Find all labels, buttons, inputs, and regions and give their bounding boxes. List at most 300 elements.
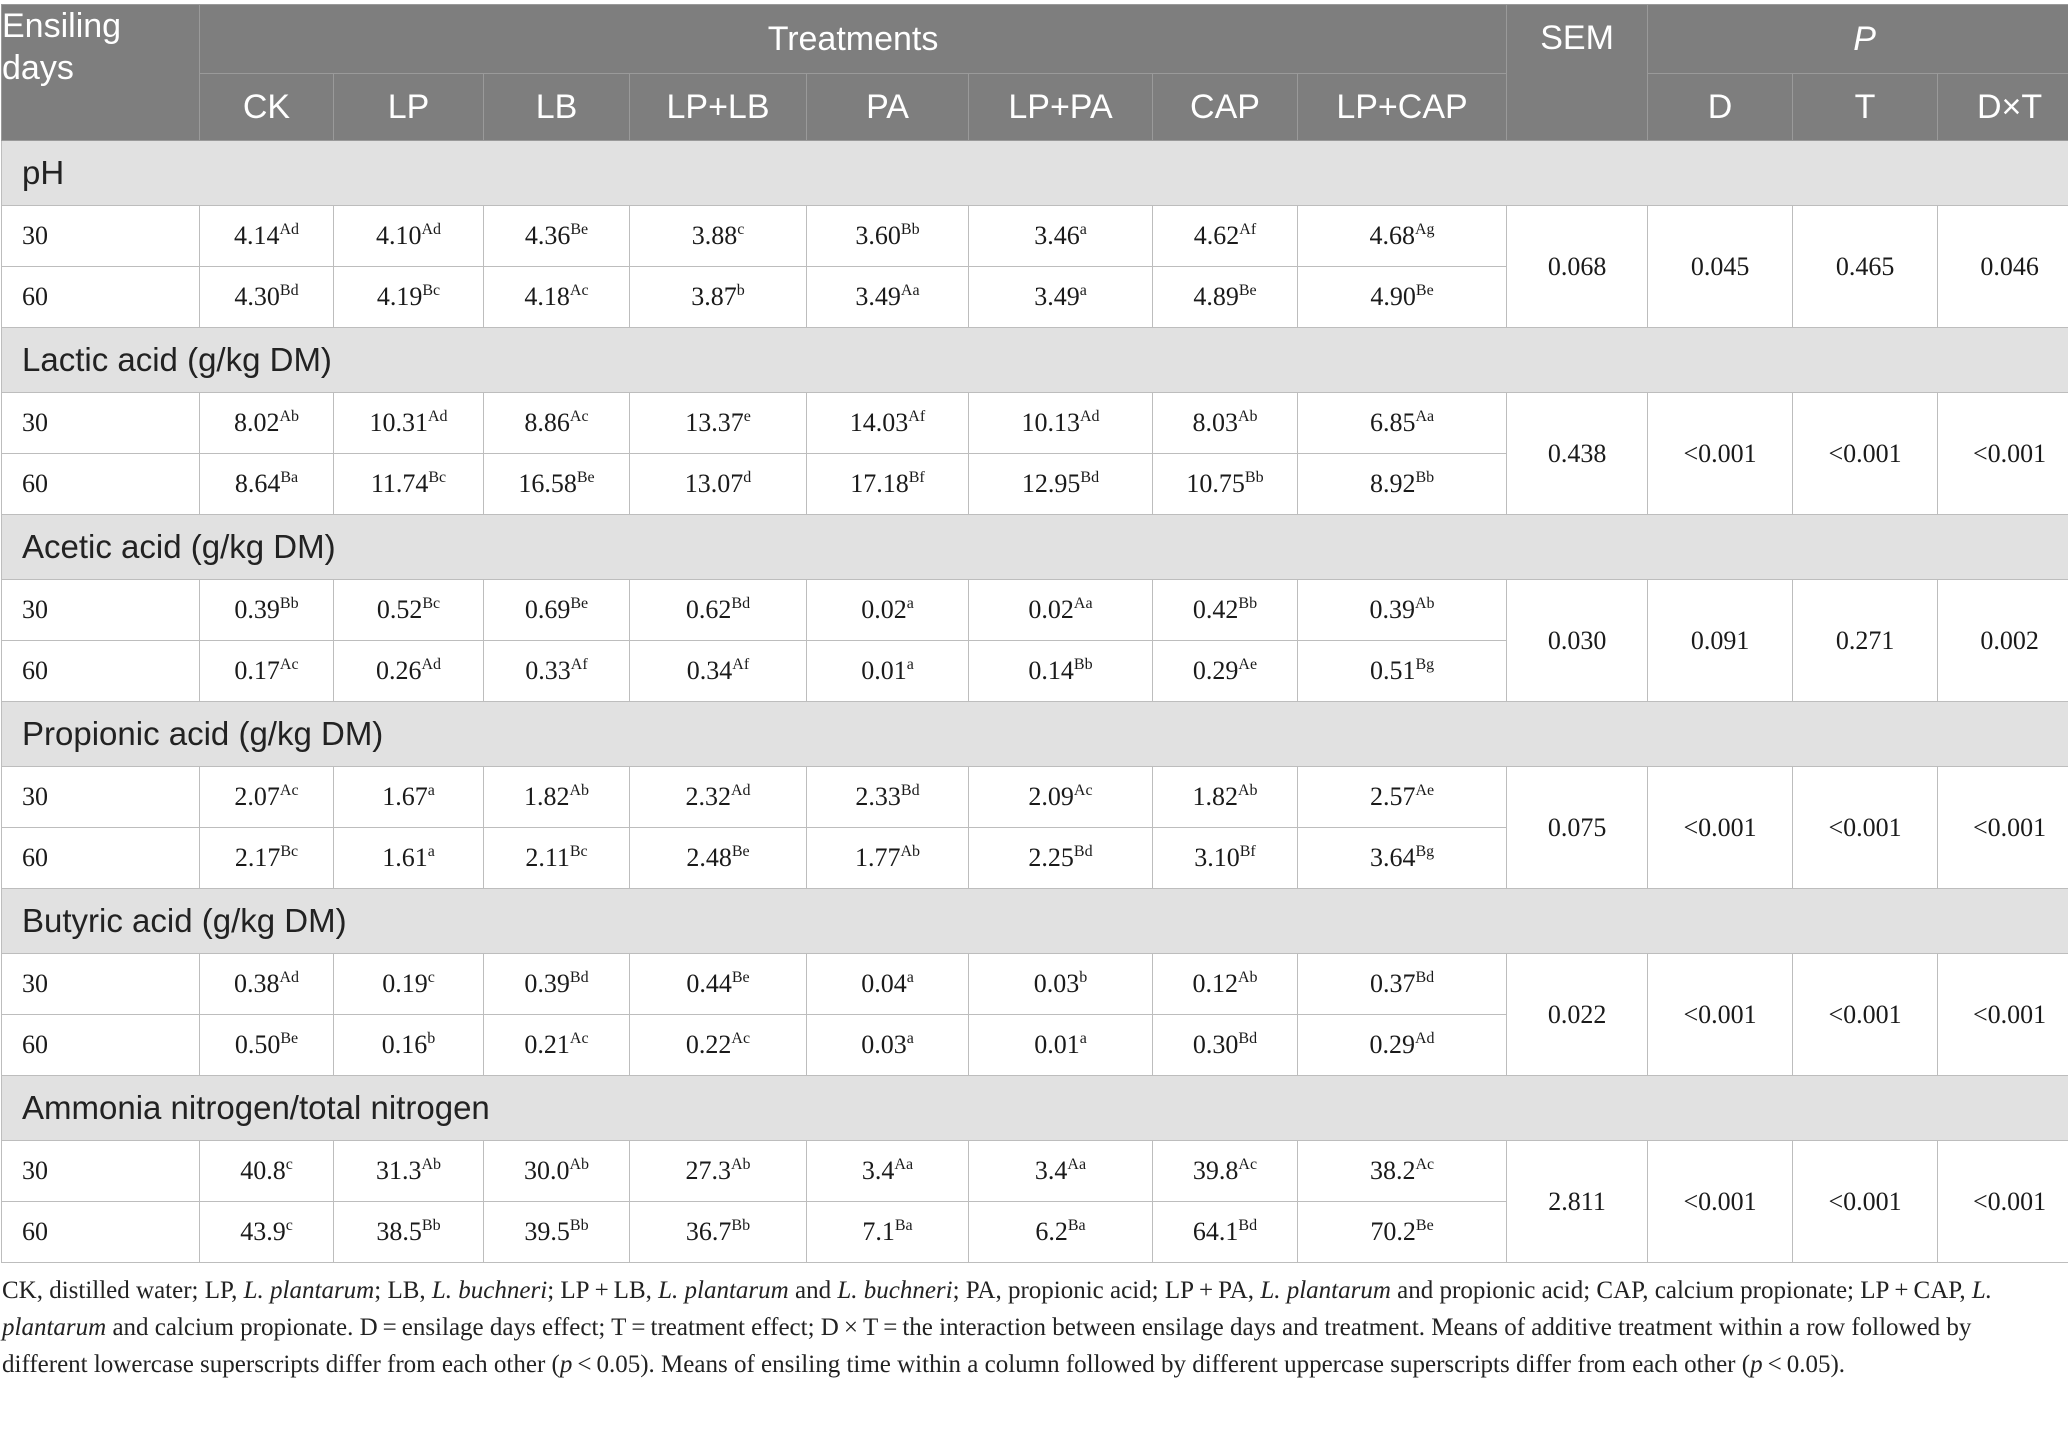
- cell-value: 3.10: [1194, 843, 1240, 872]
- cell-value: 64.1: [1192, 1217, 1239, 1246]
- value-cell: [1298, 767, 1507, 828]
- footnote-segment: and calcium propionate. D = ensilage days effect; T = treatment effect; D × T = the interaction between ensilage days and treatment. Means of additive treatment within a row followed by different lowercase superscripts differ from each other (: [2, 1314, 1972, 1378]
- cell-value: 3.60: [855, 221, 901, 250]
- value-cell: [1298, 1202, 1507, 1263]
- footnote-segment: L. plantarum: [1260, 1277, 1391, 1304]
- section-title: Ammonia nitrogen/total nitrogen: [2, 1076, 2068, 1141]
- section-header-row: [2, 1076, 2068, 1141]
- cell-value: 3.49: [855, 282, 901, 311]
- p-d-cell: <0.001: [1648, 393, 1793, 515]
- cell-superscript: Ab: [569, 1156, 590, 1173]
- table-row: [2, 954, 2068, 1015]
- cell-superscript: c: [737, 221, 745, 238]
- value-cell: [630, 580, 807, 641]
- cell-value: 0.37: [1369, 969, 1416, 998]
- cell-superscript: Bb: [569, 1217, 589, 1234]
- cell-value: 0.51: [1369, 656, 1416, 685]
- p-d-cell: 0.045: [1648, 206, 1793, 328]
- sem-cell: 0.030: [1507, 580, 1648, 702]
- sem-cell: 2.811: [1507, 1141, 1648, 1263]
- cell-value: 40.8: [240, 1156, 286, 1185]
- value-cell: [1153, 454, 1298, 515]
- cell-superscript: Bb: [900, 221, 920, 238]
- header-treatments: Treatments: [200, 5, 1507, 74]
- value-cell: [969, 267, 1153, 328]
- cell-value: 3.87: [691, 282, 737, 311]
- cell-superscript: Bb: [421, 1217, 441, 1234]
- value-cell: [334, 954, 484, 1015]
- cell-value: 0.21: [524, 1030, 570, 1059]
- ensiling-day-cell: 30: [2, 767, 200, 828]
- cell-superscript: Ac: [1073, 782, 1093, 799]
- cell-value: 0.33: [525, 656, 571, 685]
- value-cell: [1298, 954, 1507, 1015]
- cell-value: 0.38: [233, 969, 280, 998]
- cell-superscript: Bc: [428, 469, 447, 486]
- cell-superscript: Ba: [280, 469, 299, 486]
- cell-value: 10.75: [1186, 469, 1245, 498]
- cell-superscript: Ac: [279, 656, 299, 673]
- cell-value: 4.14: [233, 221, 280, 250]
- cell-superscript: Bb: [1244, 469, 1264, 486]
- value-cell: [1298, 641, 1507, 702]
- cell-superscript: Bd: [731, 595, 751, 612]
- cell-superscript: b: [427, 1030, 436, 1047]
- value-cell: [1153, 828, 1298, 889]
- value-cell: [334, 454, 484, 515]
- cell-superscript: a: [906, 656, 914, 673]
- value-cell: [807, 641, 969, 702]
- cell-superscript: Ba: [1067, 1217, 1086, 1234]
- ensiling-day-cell: 30: [2, 393, 200, 454]
- cell-superscript: Ab: [1415, 595, 1435, 612]
- cell-value: 12.95: [1021, 469, 1081, 498]
- cell-value: 16.58: [518, 469, 577, 498]
- cell-value: 3.88: [691, 221, 738, 250]
- cell-superscript: Ad: [421, 656, 442, 673]
- footnote-segment: L. buchneri: [837, 1277, 953, 1304]
- value-cell: [807, 767, 969, 828]
- value-cell: [484, 828, 630, 889]
- cell-superscript: Ac: [569, 1030, 589, 1047]
- sem-cell: 0.022: [1507, 954, 1648, 1076]
- value-cell: [807, 1015, 969, 1076]
- cell-superscript: Af: [1239, 221, 1257, 238]
- cell-superscript: Aa: [894, 1156, 914, 1173]
- header-p-dxt: D×T: [1938, 74, 2068, 141]
- section-header-row: [2, 141, 2068, 206]
- value-cell: [484, 954, 630, 1015]
- header-treatment-cap: CAP: [1153, 74, 1298, 141]
- value-cell: [334, 206, 484, 267]
- value-cell: [1298, 1141, 1507, 1202]
- value-cell: [334, 1015, 484, 1076]
- cell-value: 10.13: [1021, 408, 1080, 437]
- cell-value: 43.9: [240, 1217, 286, 1246]
- p-dxt-cell: 0.046: [1938, 206, 2068, 328]
- value-cell: [807, 580, 969, 641]
- cell-superscript: a: [1079, 221, 1087, 238]
- cell-superscript: Ad: [279, 221, 300, 238]
- value-cell: [200, 767, 334, 828]
- cell-value: 0.30: [1192, 1030, 1239, 1059]
- cell-value: 13.07: [684, 469, 744, 498]
- cell-superscript: Ab: [1237, 408, 1258, 425]
- value-cell: [1298, 393, 1507, 454]
- cell-value: 0.12: [1192, 969, 1238, 998]
- cell-superscript: Aa: [1415, 408, 1435, 425]
- cell-superscript: Ab: [569, 782, 590, 799]
- cell-value: 8.03: [1192, 408, 1238, 437]
- value-cell: [1153, 267, 1298, 328]
- table-row: [2, 1141, 2068, 1202]
- value-cell: [200, 1202, 334, 1263]
- ensiling-day-cell: 60: [2, 641, 200, 702]
- p-t-cell: <0.001: [1793, 954, 1938, 1076]
- cell-superscript: Ab: [900, 843, 921, 860]
- cell-superscript: Ab: [1237, 782, 1258, 799]
- p-dxt-cell: <0.001: [1938, 393, 2068, 515]
- value-cell: [630, 954, 807, 1015]
- table-body: [2, 141, 2068, 1263]
- footnote-segment: CK, distilled water; LP,: [2, 1277, 244, 1304]
- value-cell: [484, 1202, 630, 1263]
- cell-value: 8.02: [233, 408, 280, 437]
- cell-value: 14.03: [849, 408, 909, 437]
- cell-value: 4.62: [1193, 221, 1240, 250]
- value-cell: [807, 828, 969, 889]
- p-d-cell: <0.001: [1648, 954, 1793, 1076]
- cell-value: 0.03: [861, 1030, 907, 1059]
- ensiling-day-cell: 30: [2, 954, 200, 1015]
- value-cell: [200, 393, 334, 454]
- cell-superscript: b: [1079, 969, 1088, 986]
- value-cell: [807, 454, 969, 515]
- cell-superscript: Ag: [1415, 221, 1435, 238]
- cell-superscript: Bd: [1238, 1030, 1258, 1047]
- value-cell: [334, 393, 484, 454]
- table-row: [2, 767, 2068, 828]
- cell-superscript: Bf: [1239, 843, 1256, 860]
- cell-superscript: Aa: [1067, 1156, 1087, 1173]
- footnote-segment: ; LP + LB,: [547, 1277, 659, 1304]
- sem-cell: 0.438: [1507, 393, 1648, 515]
- p-dxt-cell: <0.001: [1938, 954, 2068, 1076]
- footnote-segment: L. plantarum: [658, 1277, 789, 1304]
- cell-value: 4.36: [524, 221, 571, 250]
- value-cell: [1298, 454, 1507, 515]
- footnote-segment: < 0.05). Means of ensiling time within a column followed by different uppercase superscripts differ from each other (: [572, 1351, 1751, 1378]
- cell-value: 3.49: [1034, 282, 1080, 311]
- value-cell: [969, 954, 1153, 1015]
- cell-superscript: Ae: [1238, 656, 1258, 673]
- cell-superscript: Af: [908, 408, 926, 425]
- cell-superscript: Ab: [1237, 969, 1258, 986]
- header-treatment-lp-plus-pa: LP+PA: [969, 74, 1153, 141]
- footnote-segment: p: [1750, 1351, 1763, 1378]
- p-t-cell: 0.465: [1793, 206, 1938, 328]
- footnote-segment: and propionic acid; CAP, calcium propionate; LP + CAP,: [1390, 1277, 1972, 1304]
- cell-value: 8.64: [234, 469, 281, 498]
- cell-value: 36.7: [685, 1217, 732, 1246]
- p-dxt-cell: 0.002: [1938, 580, 2068, 702]
- cell-value: 7.1: [862, 1217, 895, 1246]
- cell-superscript: Be: [1415, 282, 1434, 299]
- value-cell: [807, 1141, 969, 1202]
- cell-superscript: Ab: [279, 408, 300, 425]
- section-header-row: [2, 702, 2068, 767]
- value-cell: [1298, 267, 1507, 328]
- value-cell: [1153, 954, 1298, 1015]
- cell-superscript: Bc: [422, 282, 441, 299]
- cell-value: 2.33: [855, 782, 901, 811]
- footnote-segment: ; LB,: [374, 1277, 432, 1304]
- cell-value: 0.02: [1028, 595, 1074, 624]
- cell-value: 4.10: [375, 221, 422, 250]
- cell-value: 30.0: [523, 1156, 570, 1185]
- cell-superscript: Ad: [421, 221, 442, 238]
- cell-superscript: Ae: [1415, 782, 1435, 799]
- header-p: P: [1648, 5, 2068, 74]
- value-cell: [200, 267, 334, 328]
- header-p-d: D: [1648, 74, 1793, 141]
- ensiling-day-cell: 60: [2, 454, 200, 515]
- cell-superscript: Af: [732, 656, 750, 673]
- cell-superscript: Bd: [900, 782, 920, 799]
- cell-superscript: Ac: [569, 408, 589, 425]
- cell-value: 0.29: [1369, 1030, 1415, 1059]
- value-cell: [807, 206, 969, 267]
- value-cell: [630, 206, 807, 267]
- p-d-cell: <0.001: [1648, 1141, 1793, 1263]
- value-cell: [484, 1141, 630, 1202]
- cell-superscript: Ad: [730, 782, 751, 799]
- value-cell: [807, 954, 969, 1015]
- value-cell: [630, 828, 807, 889]
- value-cell: [630, 267, 807, 328]
- cell-superscript: Be: [576, 469, 595, 486]
- cell-superscript: c: [427, 969, 435, 986]
- value-cell: [334, 1202, 484, 1263]
- value-cell: [484, 580, 630, 641]
- cell-value: 0.16: [381, 1030, 428, 1059]
- value-cell: [334, 267, 484, 328]
- cell-superscript: Bd: [1073, 843, 1093, 860]
- table-row: [2, 393, 2068, 454]
- header-treatment-ck: CK: [200, 74, 334, 141]
- cell-value: 1.82: [523, 782, 570, 811]
- section-title: pH: [2, 141, 2068, 206]
- p-t-cell: <0.001: [1793, 1141, 1938, 1263]
- ensiling-day-cell: 30: [2, 580, 200, 641]
- value-cell: [969, 641, 1153, 702]
- cell-superscript: Bd: [569, 969, 589, 986]
- footnote-segment: L. plantarum: [243, 1277, 375, 1304]
- value-cell: [1153, 767, 1298, 828]
- cell-superscript: Bc: [280, 843, 299, 860]
- cell-superscript: Bd: [279, 282, 299, 299]
- cell-superscript: Bg: [1415, 843, 1435, 860]
- ensiling-day-cell: 60: [2, 1015, 200, 1076]
- section-header-row: [2, 889, 2068, 954]
- cell-value: 0.44: [686, 969, 732, 998]
- p-t-cell: <0.001: [1793, 393, 1938, 515]
- cell-value: 13.37: [685, 408, 744, 437]
- cell-superscript: Ad: [1079, 408, 1100, 425]
- cell-value: 2.17: [234, 843, 281, 872]
- cell-value: 0.69: [524, 595, 571, 624]
- value-cell: [484, 206, 630, 267]
- cell-superscript: Be: [570, 221, 589, 238]
- table-header: [2, 5, 2068, 141]
- cell-superscript: Bc: [569, 843, 588, 860]
- cell-value: 11.74: [370, 469, 429, 498]
- value-cell: [1298, 1015, 1507, 1076]
- cell-superscript: a: [1079, 1030, 1087, 1047]
- cell-value: 70.2: [1370, 1217, 1416, 1246]
- cell-superscript: Bb: [731, 1217, 751, 1234]
- value-cell: [969, 1202, 1153, 1263]
- cell-superscript: a: [1079, 282, 1087, 299]
- value-cell: [200, 954, 334, 1015]
- value-cell: [807, 393, 969, 454]
- cell-value: 1.61: [382, 843, 428, 872]
- cell-superscript: a: [906, 969, 914, 986]
- value-cell: [807, 267, 969, 328]
- value-cell: [630, 1141, 807, 1202]
- cell-value: 0.29: [1192, 656, 1239, 685]
- value-cell: [200, 1015, 334, 1076]
- header-sem: SEM: [1507, 5, 1648, 141]
- footnote-segment: and: [788, 1277, 838, 1304]
- value-cell: [969, 206, 1153, 267]
- value-cell: [484, 267, 630, 328]
- cell-value: 4.19: [376, 282, 423, 311]
- cell-value: 1.82: [1192, 782, 1238, 811]
- cell-superscript: Aa: [1073, 595, 1093, 612]
- section-title: Propionic acid (g/kg DM): [2, 702, 2068, 767]
- cell-value: 4.89: [1193, 282, 1239, 311]
- ensiling-day-cell: 60: [2, 1202, 200, 1263]
- cell-superscript: Ab: [730, 1156, 751, 1173]
- cell-value: 0.22: [685, 1030, 732, 1059]
- value-cell: [484, 1015, 630, 1076]
- cell-superscript: a: [906, 1030, 914, 1047]
- cell-superscript: Be: [1415, 1217, 1434, 1234]
- cell-value: 27.3: [685, 1156, 731, 1185]
- value-cell: [334, 828, 484, 889]
- header-treatment-lp: LP: [334, 74, 484, 141]
- value-cell: [969, 828, 1153, 889]
- value-cell: [484, 393, 630, 454]
- cell-value: 4.18: [524, 282, 570, 311]
- cell-value: 2.48: [686, 843, 732, 872]
- cell-value: 4.68: [1369, 221, 1415, 250]
- cell-superscript: Bb: [279, 595, 299, 612]
- value-cell: [969, 767, 1153, 828]
- cell-superscript: Bc: [422, 595, 441, 612]
- value-cell: [1153, 393, 1298, 454]
- footnote-segment: ; PA, propionic acid; LP + PA,: [952, 1277, 1261, 1304]
- cell-value: 2.11: [525, 843, 570, 872]
- p-dxt-cell: <0.001: [1938, 767, 2068, 889]
- cell-superscript: Ba: [894, 1217, 913, 1234]
- cell-superscript: Ad: [279, 969, 300, 986]
- footnote-segment: < 0.05).: [1762, 1351, 1846, 1378]
- value-cell: [630, 454, 807, 515]
- header-treatment-lp-plus-lb: LP+LB: [630, 74, 807, 141]
- p-d-cell: <0.001: [1648, 767, 1793, 889]
- cell-superscript: Ab: [421, 1156, 442, 1173]
- p-t-cell: 0.271: [1793, 580, 1938, 702]
- header-p-t: T: [1793, 74, 1938, 141]
- cell-value: 8.92: [1369, 469, 1416, 498]
- ensiling-day-cell: 60: [2, 267, 200, 328]
- p-dxt-cell: <0.001: [1938, 1141, 2068, 1263]
- value-cell: [484, 454, 630, 515]
- value-cell: [969, 1015, 1153, 1076]
- cell-superscript: Ac: [279, 782, 299, 799]
- cell-value: 3.4: [1034, 1156, 1068, 1185]
- cell-superscript: Bb: [1415, 469, 1435, 486]
- value-cell: [200, 454, 334, 515]
- value-cell: [630, 393, 807, 454]
- section-title: Acetic acid (g/kg DM): [2, 515, 2068, 580]
- cell-value: 0.39: [234, 595, 280, 624]
- sem-cell: 0.075: [1507, 767, 1648, 889]
- cell-value: 39.8: [1192, 1156, 1239, 1185]
- cell-superscript: a: [427, 782, 435, 799]
- value-cell: [334, 641, 484, 702]
- cell-value: 0.14: [1028, 656, 1074, 685]
- cell-value: 38.5: [376, 1217, 422, 1246]
- cell-superscript: Ac: [1415, 1156, 1435, 1173]
- value-cell: [1153, 641, 1298, 702]
- footnote-segment: p: [559, 1351, 573, 1378]
- cell-superscript: Ad: [1415, 1030, 1435, 1047]
- value-cell: [200, 580, 334, 641]
- cell-superscript: Ac: [569, 282, 589, 299]
- data-table: [1, 4, 2068, 1263]
- cell-superscript: Ad: [427, 408, 448, 425]
- cell-value: 2.07: [234, 782, 280, 811]
- cell-value: 0.03: [1033, 969, 1080, 998]
- p-t-cell: <0.001: [1793, 767, 1938, 889]
- cell-value: 2.57: [1369, 782, 1416, 811]
- cell-superscript: c: [285, 1217, 293, 1234]
- section-header-row: [2, 515, 2068, 580]
- cell-value: 6.85: [1369, 408, 1416, 437]
- cell-value: 0.19: [382, 969, 428, 998]
- value-cell: [807, 1202, 969, 1263]
- cell-superscript: Bd: [1080, 469, 1100, 486]
- value-cell: [1153, 1202, 1298, 1263]
- value-cell: [630, 641, 807, 702]
- table-footnote: [2, 1272, 2062, 1383]
- cell-superscript: a: [906, 595, 914, 612]
- value-cell: [334, 1141, 484, 1202]
- value-cell: [969, 454, 1153, 515]
- value-cell: [1298, 828, 1507, 889]
- cell-value: 0.26: [375, 656, 422, 685]
- cell-superscript: e: [743, 408, 751, 425]
- value-cell: [969, 393, 1153, 454]
- cell-superscript: Bb: [1238, 595, 1258, 612]
- cell-value: 0.02: [861, 595, 907, 624]
- cell-value: 4.90: [1370, 282, 1416, 311]
- cell-superscript: a: [427, 843, 435, 860]
- cell-superscript: Af: [570, 656, 588, 673]
